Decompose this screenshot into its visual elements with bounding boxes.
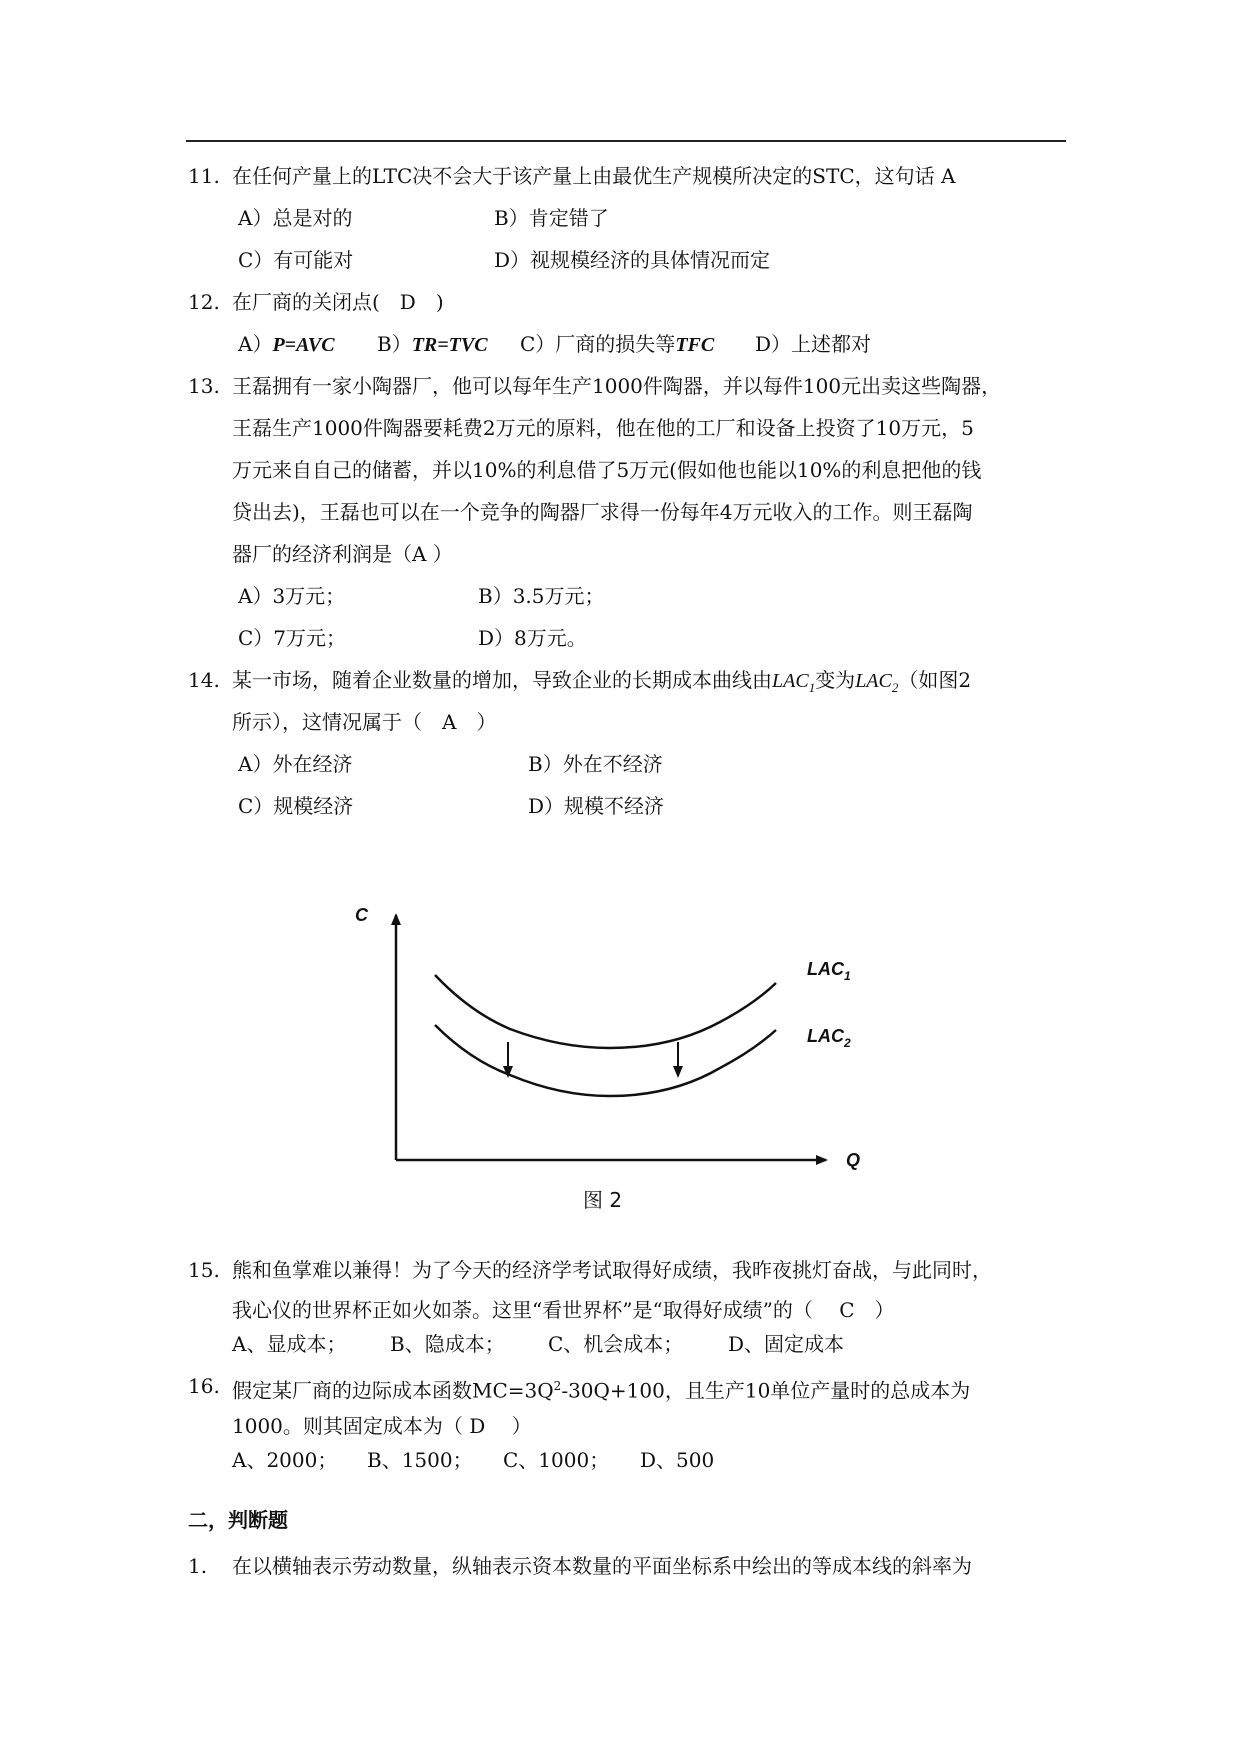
question-text-line: 熊和鱼掌难以兼得！为了今天的经济学考试取得好成绩，我昨夜挑灯奋战，与此同时， [232,1258,992,1282]
text-segment: 假定某厂商的边际成本函数MC=3Q [232,1378,554,1403]
option-d: D）视规模经济的具体情况而定 [494,248,771,272]
question-number: 14. [188,668,220,692]
option-c: C）7万元； [238,626,347,650]
option-b: B）肯定错了 [494,206,609,230]
section-title: 二，判断题 [188,1508,288,1532]
question-text-line: 器厂的经济利润是（A ） [232,542,453,566]
lac1-label: $LAC_1$ [807,959,851,983]
question-text: 在厂商的关闭点( D ) [232,290,444,314]
option-d: D）上述都对 [755,332,872,356]
question-text-line: 王磊生产1000件陶器要耗费2万元的原料，他在他的工厂和设备上投资了10万元，5 [232,416,974,440]
question-text-line: 所示），这情况属于（ A ） [232,710,497,734]
option-b: B、隐成本； [390,1332,505,1356]
question-number: 16. [188,1374,220,1398]
lac1-symbol: $LAC_1$ [772,670,816,695]
lac2-curve [435,1025,776,1096]
option-d: D、500 [640,1448,715,1472]
option-a: A、显成本； [232,1332,347,1356]
option-c: C）有可能对 [238,248,354,272]
lac1-curve [435,975,776,1048]
option-a: A）外在经济 [238,752,353,776]
question-number: 1. [188,1554,208,1578]
text-segment: 某一市场，随着企业数量的增加，导致企业的长期成本曲线由 [232,668,772,692]
option-prefix: A） [238,332,273,356]
y-axis-label: C [355,905,368,925]
question-number: 15. [188,1258,220,1282]
option-d: D）8万元。 [478,626,587,650]
question-text: 在任何产量上的LTC决不会大于该产量上由最优生产规模所决定的STC，这句话 A [232,164,956,188]
question-text-line: 1000。则其固定成本为（ D ） [232,1414,532,1438]
figure-caption: 图 2 [583,1188,623,1212]
text-segment: 变为 [815,668,856,692]
option-b: B、1500； [367,1448,473,1472]
question-text: 在以横轴表示劳动数量，纵轴表示资本数量的平面坐标系中绘出的等成本线的斜率为 [232,1554,972,1578]
option-d: D）规模不经济 [528,794,665,818]
text-segment: （如图2 [898,668,972,692]
option-a: A）总是对的 [238,206,353,230]
option-c: C、1000； [503,1448,610,1472]
superscript: 2 [553,1379,562,1393]
option-b: B）3.5万元； [478,584,605,608]
question-number: 12. [188,290,220,314]
option-a: A）3万元； [238,584,346,608]
lac2-label: $LAC_2$ [807,1026,851,1050]
option-d: D、固定成本 [728,1332,845,1356]
option-c: C、机会成本； [548,1332,684,1356]
option-prefix: C）厂商的损失等 [520,332,676,356]
question-text-line: 万元来自自己的储蓄，并以10%的利息借了5万元(假如他也能以10%的利息把他的钱 [232,458,982,482]
question-text-line: 王磊拥有一家小陶器厂，他可以每年生产1000件陶器，并以每件100元出卖这些陶器， [232,374,1002,398]
text-segment: -30Q+100，且生产10单位产量时的总成本为 [561,1378,971,1403]
lac2-symbol: $LAC_2$ [855,670,899,695]
question-text-line: 贷出去)，王磊也可以在一个竞争的陶器厂求得一份每年4万元收入的工作。则王磊陶 [232,500,973,524]
question-text-line: 我心仪的世界杯正如火如荼。这里“看世界杯”是“取得好成绩”的（ C ） [232,1298,895,1322]
option-prefix: B） [377,332,412,356]
question-number: 11. [188,164,220,188]
option-b: B）外在不经济 [528,752,663,776]
option-c: C）规模经济 [238,794,354,818]
option-a: A、2000； [232,1448,338,1472]
formula: TR=TVC [411,334,488,356]
formula: TFC [675,334,715,356]
x-axis-label: Q [846,1150,861,1170]
question-text-line [232,1374,970,1403]
question-number: 13. [188,374,220,398]
formula: P=AVC [272,334,335,356]
